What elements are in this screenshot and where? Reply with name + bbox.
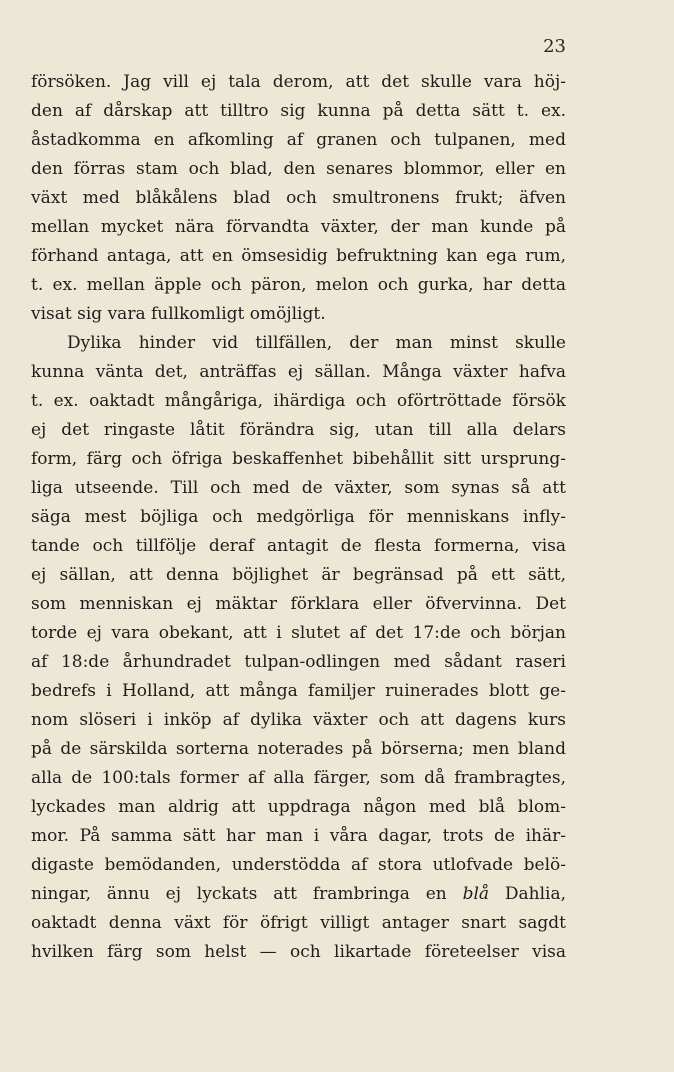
text-line: alla de 100:tals former af alla färger, som då frambragtes, (31, 768, 566, 788)
text-line: mellan mycket nära förvandta växter, der man kunde på (31, 217, 566, 237)
text-line: torde ej vara obekant, att i slutet af det 17:de och början (31, 623, 566, 643)
text-line (31, 880, 566, 909)
text-line: nom slöseri i inköp af dylika växter och att dagens kurs (31, 710, 566, 730)
text-line: säga mest böjliga och medgörliga för menniskans infly- (31, 507, 566, 527)
emphasized-word: blå (462, 884, 490, 904)
text-line: den förras stam och blad, den senares blommor, eller en (31, 159, 566, 179)
text-line: kunna vänta det, anträffas ej sällan. Många växter hafva (31, 362, 566, 382)
text-line: växt med blåkålens blad och smultronens frukt; äfven (31, 188, 566, 208)
text-line: som menniskan ej mäktar förklara eller öfvervinna. Det (31, 594, 566, 614)
text-line: åstadkomma en afkomling af granen och tulpanen, med (31, 130, 566, 150)
text-line-segment: ningar, ännu ej lyckats att frambringa en (31, 884, 463, 904)
page-number: 23 (543, 36, 566, 57)
text-line: t. ex. oaktadt mångåriga, ihärdiga och oförtröttade försök (31, 391, 566, 411)
text-line: förhand antaga, att en ömsesidig befruktning kan ega rum, (31, 246, 566, 266)
text-line: bedrefs i Holland, att många familjer ruinerades blott ge- (31, 681, 566, 701)
text-line: visat sig vara fullkomligt omöjligt. (31, 304, 326, 324)
text-line: oaktadt denna växt för öfrigt villigt antager snart sagdt (31, 913, 566, 933)
text-line: ej det ringaste låtit förändra sig, utan till alla delars (31, 420, 566, 440)
text-line: form, färg och öfriga beskaffenhet bibehållit sitt ursprung- (31, 449, 566, 469)
text-line: af 18:de århundradet tulpan-odlingen med sådant raseri (31, 652, 566, 672)
text-line: hvilken färg som helst — och likartade företeelser visa (31, 942, 566, 962)
body-text (31, 68, 566, 967)
text-line: lyckades man aldrig att uppdraga någon med blå blom- (31, 797, 566, 817)
text-line: digaste bemödanden, understödda af stora utlofvade belö- (31, 855, 566, 875)
text-line: t. ex. mellan äpple och päron, melon och gurka, har detta (31, 275, 566, 295)
text-line-segment: Dahlia, (489, 884, 567, 904)
text-line: mor. På samma sätt har man i våra dagar, trots de ihär- (31, 826, 566, 846)
text-line: tande och tillfölje deraf antagit de flesta formerna, visa (31, 536, 566, 556)
text-line: den af dårskap att tilltro sig kunna på detta sätt t. ex. (31, 101, 566, 121)
text-line: ej sällan, att denna böjlighet är begränsad på ett sätt, (31, 565, 566, 585)
text-line: på de särskilda sorterna noterades på börserna; men bland (31, 739, 566, 759)
text-line: Dylika hinder vid tillfällen, der man minst skulle (67, 333, 566, 353)
text-line: liga utseende. Till och med de växter, som synas så att (31, 478, 566, 498)
text-line: försöken. Jag vill ej tala derom, att det skulle vara höj- (31, 72, 566, 92)
